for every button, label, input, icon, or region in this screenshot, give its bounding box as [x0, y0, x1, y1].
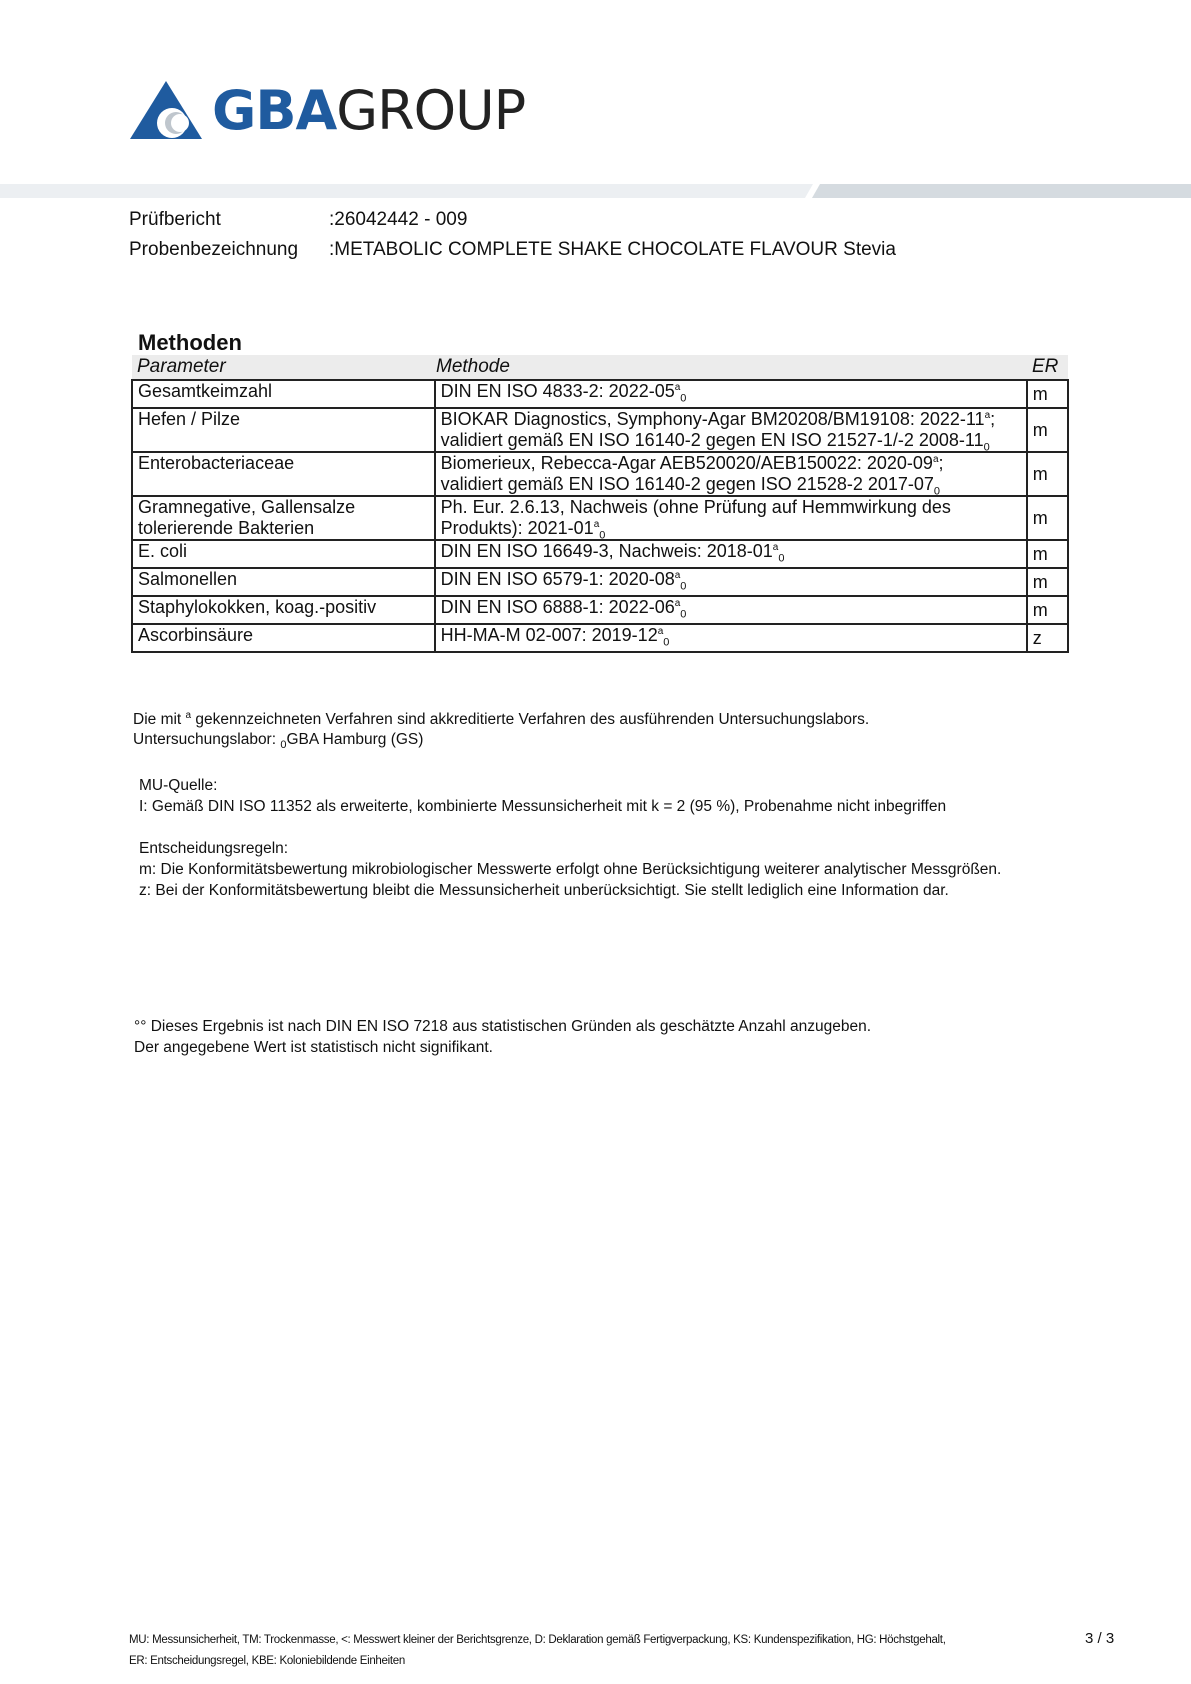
accreditation-mark: $^a_0$ — [657, 626, 670, 649]
methods-table-header — [132, 355, 1068, 379]
accreditation-mark: $^a$; — [984, 409, 996, 429]
table-row — [132, 452, 1068, 496]
accreditation-mark: 0 — [933, 485, 941, 498]
parameter-cell: Hefen / Pilze — [132, 408, 435, 452]
method-text: HH-MA-M 02-007: 2019-12 — [440, 625, 658, 645]
accreditation-mark: $^a_0$ — [593, 519, 606, 542]
method-line — [440, 625, 1022, 649]
parameter-cell: Ascorbinsäure — [132, 624, 435, 652]
method-text: BIOKAR Diagnostics, Symphony-Agar BM20208/BM19108: 2022-11 — [440, 409, 985, 429]
method-line — [440, 541, 1022, 565]
parameter-cell: Enterobacteriaceae — [132, 452, 435, 496]
accreditation-mark: $^a_0$ — [772, 542, 785, 565]
methods-table — [131, 379, 1069, 653]
method-line — [440, 381, 1022, 405]
parameter-cell: Staphylokokken, koag.-positiv — [132, 596, 435, 624]
method-line — [441, 453, 1022, 474]
methods-title: Methoden — [138, 330, 242, 355]
statistics-note-line2: Der angegebene Wert ist statistisch nicht signifikant. — [134, 1039, 493, 1056]
accredited-mark: a — [185, 709, 192, 721]
report-number-value: :26042442 - 009 — [329, 209, 468, 230]
method-line — [440, 569, 1022, 593]
method-text: validiert gemäß EN ISO 16140-2 gegen ISO 21528-2 2017-07 — [440, 474, 934, 494]
gba-logo-icon — [130, 79, 202, 141]
mu-source-title: MU-Quelle: — [139, 777, 218, 794]
method-cell — [435, 408, 1027, 452]
header-er: ER — [1032, 356, 1059, 377]
decision-rule-m: m: Die Konformitätsbewertung mikrobiologischer Messwerte erfolgt ohne Berücksichtigung weiterer analytischer Messgrößen. — [139, 861, 1002, 878]
method-cell — [435, 596, 1027, 624]
method-text: Ph. Eur. 2.6.13, Nachweis (ohne Prüfung auf Hemmwirkung des — [440, 497, 951, 517]
er-cell: z — [1027, 624, 1068, 652]
method-line — [440, 518, 1022, 542]
parameter-cell: E. coli — [132, 540, 435, 568]
table-row — [132, 496, 1068, 540]
accreditation-mark: 0 — [983, 441, 990, 454]
er-cell: m — [1027, 540, 1068, 568]
footer-line-1: MU: Messunsicherheit, TM: Trockenmasse, <: Messwert kleiner der Berichtsgrenze, D: Deklaration gemäß Fertigverpackung, KS: Kundenspezifikation, HG: Höchstgehalt, — [129, 1634, 946, 1646]
table-row — [132, 568, 1068, 596]
method-line — [440, 430, 1022, 454]
method-text: DIN EN ISO 6579-1: 2020-08 — [440, 569, 675, 589]
parameter-cell: Gramnegative, Gallensalze tolerierende Bakterien — [132, 496, 435, 540]
method-cell — [435, 452, 1027, 496]
page-number: 3 / 3 — [1085, 1630, 1115, 1647]
method-cell — [435, 496, 1027, 540]
mu-source-text: I: Gemäß DIN ISO 11352 als erweiterte, kombinierte Messunsicherheit mit k = 2 (95 %), Probenahme nicht inbegriffen — [139, 798, 947, 815]
er-cell: m — [1027, 380, 1068, 408]
method-cell — [435, 540, 1027, 568]
logo-text-group: GROUP — [336, 78, 526, 142]
accredited-note — [133, 709, 869, 730]
footer-line-2: ER: Entscheidungsregel, KBE: Koloniebildende Einheiten — [129, 1655, 405, 1667]
decision-rule-z: z: Bei der Konformitätsbewertung bleibt die Messunsicherheit unberücksichtigt. Sie stellt lediglich eine Information dar. — [139, 882, 949, 899]
table-row — [132, 596, 1068, 624]
method-cell — [435, 624, 1027, 652]
parameter-cell: Salmonellen — [132, 568, 435, 596]
accredited-note-post: gekennzeichneten Verfahren sind akkreditierte Verfahren des ausführenden Untersuchungslabors. — [191, 711, 870, 728]
header-divider — [0, 184, 1191, 198]
footer-abbreviations — [129, 1630, 989, 1672]
table-row — [132, 380, 1068, 408]
method-cell — [435, 568, 1027, 596]
er-cell: m — [1027, 596, 1068, 624]
accreditation-mark: $^a_0$ — [674, 382, 687, 405]
method-text: Produkts): 2021-01 — [440, 518, 594, 538]
method-text: DIN EN ISO 6888-1: 2022-06 — [440, 597, 675, 617]
lab-mark: 0 — [280, 739, 287, 752]
accreditation-mark: $^a$; — [932, 453, 944, 473]
accreditation-mark: $^a_0$ — [674, 598, 687, 621]
accreditation-mark: $^a_0$ — [674, 570, 687, 593]
method-line — [441, 409, 1022, 430]
parameter-cell: Gesamtkeimzahl — [132, 380, 435, 408]
sample-name-value: :METABOLIC COMPLETE SHAKE CHOCOLATE FLAVOUR Stevia — [329, 239, 896, 260]
sample-name-label: Probenbezeichnung — [129, 239, 299, 260]
method-line — [441, 497, 1022, 518]
er-cell: m — [1027, 408, 1068, 452]
lab-note — [133, 729, 423, 750]
lab-label: Untersuchungslabor: — [133, 731, 281, 748]
logo-text-gba: GBA — [212, 78, 337, 142]
report-number-label: Prüfbericht — [129, 209, 221, 230]
method-line — [440, 597, 1022, 621]
er-cell: m — [1027, 568, 1068, 596]
header-parameter: Parameter — [137, 356, 226, 377]
method-text: DIN EN ISO 16649-3, Nachweis: 2018-01 — [440, 541, 773, 561]
table-row — [132, 624, 1068, 652]
table-row — [132, 540, 1068, 568]
er-cell: m — [1027, 496, 1068, 540]
table-row — [132, 408, 1068, 452]
er-cell: m — [1027, 452, 1068, 496]
accredited-note-pre: Die mit — [133, 711, 186, 728]
method-line — [440, 474, 1022, 498]
header-methode: Methode — [436, 356, 510, 377]
method-text: Biomerieux, Rebecca-Agar AEB520020/AEB150022: 2020-09 — [440, 453, 933, 473]
method-text: validiert gemäß EN ISO 16140-2 gegen EN ISO 21527-1/-2 2008-11 — [440, 430, 984, 450]
method-cell — [435, 380, 1027, 408]
lab-value: GBA Hamburg (GS) — [286, 731, 424, 748]
method-text: DIN EN ISO 4833-2: 2022-05 — [440, 381, 675, 401]
gba-group-logo — [130, 75, 525, 145]
statistics-note-line1: °° Dieses Ergebnis ist nach DIN EN ISO 7218 aus statistischen Gründen als geschätzte Anzahl anzugeben. — [134, 1018, 871, 1035]
decision-rules-title: Entscheidungsregeln: — [139, 840, 289, 857]
